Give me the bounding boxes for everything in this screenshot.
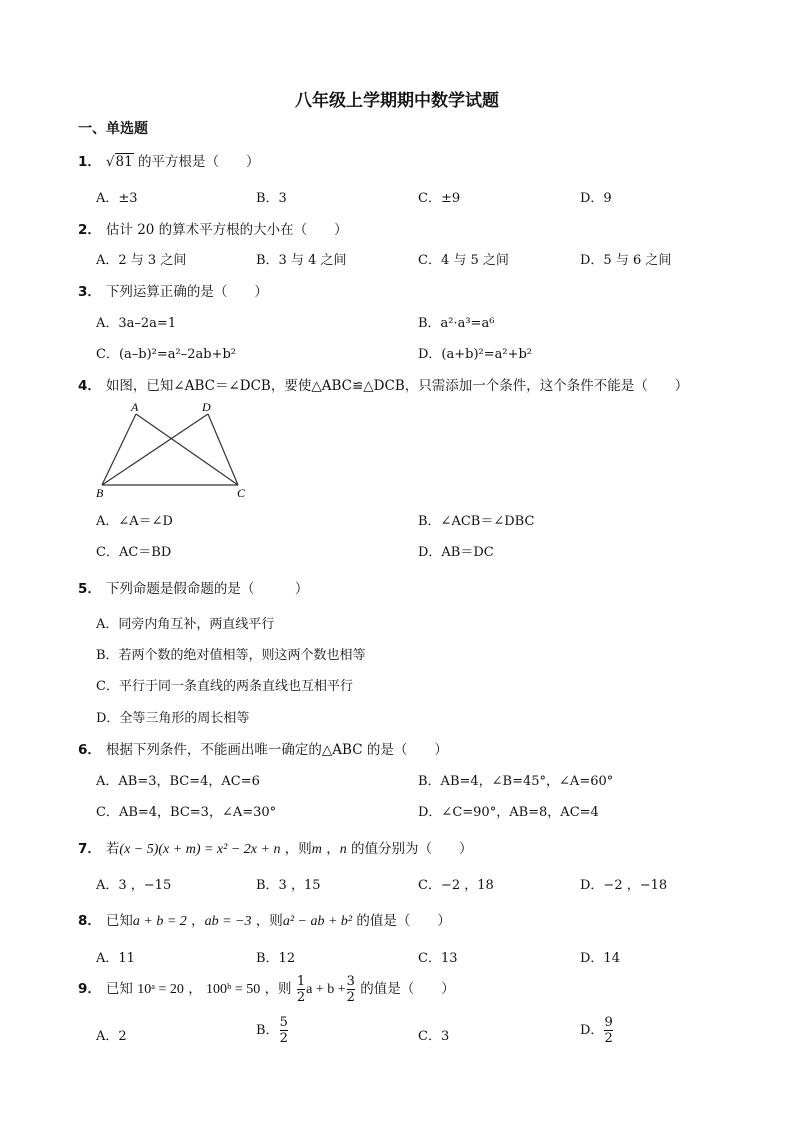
- question-text: 下列运算正确的是（ ）: [105, 284, 268, 300]
- question-number: 5．: [78, 581, 101, 597]
- section-heading: 一、单选题: [78, 121, 148, 137]
- option-d[interactable]: D．5 与 6 之间: [580, 253, 672, 268]
- question-number: 2．: [78, 222, 101, 238]
- fraction-three-halves: $\frac{3}{2}$: [346, 974, 355, 1005]
- question-number: 9．: [78, 981, 101, 997]
- question-text: 已知: [105, 981, 133, 997]
- question-text: 已知: [105, 913, 133, 929]
- option-b[interactable]: B．∠ACB＝∠DBC: [418, 514, 535, 529]
- label-d: D: [202, 400, 211, 414]
- option-d[interactable]: D．(a+b)²=a²+b²: [418, 347, 533, 362]
- question-text: 下列命题是假命题的是（ ）: [105, 581, 309, 597]
- question-number: 7．: [78, 841, 101, 857]
- question-1: [78, 150, 260, 170]
- page-title: 八年级上学期期中数学试题: [295, 91, 499, 111]
- question-7: [78, 837, 472, 858]
- question-8: [78, 909, 451, 930]
- triangle-figure: [92, 398, 257, 502]
- segment-ab: [102, 414, 136, 485]
- expression: a² − ab + b²: [282, 914, 353, 929]
- equation-2: ab = −3: [204, 914, 252, 929]
- option-b[interactable]: B．3: [256, 191, 287, 206]
- question-text-end: 的值是（ ）: [356, 913, 451, 929]
- option-d[interactable]: D．全等三角形的周长相等: [96, 711, 250, 726]
- question-text: 若: [105, 841, 120, 857]
- variable-n: n: [339, 842, 347, 857]
- option-a[interactable]: A．2 与 3 之间: [96, 253, 187, 268]
- equation-1: a + b = 2: [132, 914, 187, 929]
- equation-2: 100ᵇ = 50: [206, 982, 261, 997]
- option-a[interactable]: A．3 ，−15: [96, 878, 172, 893]
- equation: (x − 5)(x + m) = x² − 2x + n: [119, 842, 281, 857]
- equation-1: 10ᵃ = 20: [137, 982, 184, 997]
- question-number: 4．: [78, 378, 101, 394]
- option-c[interactable]: C．13: [418, 951, 458, 966]
- question-text: 的平方根是（ ）: [138, 154, 260, 170]
- question-text-end: 的值是（ ）: [360, 981, 455, 997]
- option-a[interactable]: A．2: [96, 1029, 127, 1044]
- question-text-connector: ，则: [284, 841, 312, 857]
- option-a[interactable]: A．同旁内角互补，两直线平行: [96, 617, 275, 632]
- question-4: [78, 374, 688, 394]
- option-c[interactable]: C．4 与 5 之间: [418, 253, 509, 268]
- question-text-end: 的值分别为（ ）: [350, 841, 473, 857]
- segment-db: [102, 414, 208, 485]
- option-a[interactable]: A．3a–2a=1: [96, 316, 177, 331]
- option-b[interactable]: [256, 1015, 289, 1046]
- question-text: 如图，已知∠ABC＝∠DCB，要使△ABC≌△DCB，只需添加一个条件，这个条件不能是（ ）: [105, 378, 689, 394]
- question-text-connector: ，则: [264, 981, 292, 997]
- variable-m: m: [311, 842, 322, 857]
- option-b[interactable]: B．3 ，15: [256, 878, 321, 893]
- question-text: 根据下列条件，不能画出唯一确定的△ABC 的是（ ）: [105, 742, 448, 758]
- option-a[interactable]: A．AB=3，BC=4，AC=6: [96, 774, 260, 789]
- sqrt-symbol: √81: [105, 154, 133, 170]
- option-label: B．: [256, 1023, 279, 1038]
- question-number: 1．: [78, 154, 101, 170]
- question-number: 3．: [78, 284, 101, 300]
- option-a[interactable]: A．∠A＝∠D: [96, 514, 173, 529]
- option-c[interactable]: C．3: [418, 1029, 450, 1044]
- question-text: 估计 20 的算术平方根的大小在（ ）: [105, 222, 348, 238]
- option-b[interactable]: B．12: [256, 951, 296, 966]
- option-b[interactable]: B．a²·a³=a⁶: [418, 316, 495, 331]
- option-b[interactable]: B．AB=4，∠B=45°，∠A=60°: [418, 774, 614, 789]
- option-d[interactable]: D．AB＝DC: [418, 545, 494, 560]
- separator: ，: [188, 981, 202, 997]
- fraction-nine-halves: $\frac{9}{2}$: [604, 1015, 613, 1046]
- option-b[interactable]: B．3 与 4 之间: [256, 253, 347, 268]
- option-c[interactable]: C．AB=4，BC=3，∠A=30°: [96, 805, 277, 820]
- label-c: C: [237, 486, 246, 500]
- option-c[interactable]: C．−2 ，18: [418, 878, 494, 893]
- option-c[interactable]: C．(a–b)²=a²–2ab+b²: [96, 347, 236, 362]
- option-b[interactable]: B．若两个数的绝对值相等，则这两个数也相等: [96, 648, 366, 663]
- option-d[interactable]: D．9: [580, 191, 612, 206]
- option-c[interactable]: C．平行于同一条直线的两条直线也互相平行: [96, 679, 353, 694]
- option-d[interactable]: D．−2 ，−18: [580, 878, 668, 893]
- question-number: 6．: [78, 742, 101, 758]
- question-number: 8．: [78, 913, 101, 929]
- option-c[interactable]: C．AC＝BD: [96, 545, 172, 560]
- separator: ，: [326, 841, 340, 857]
- question-9: [78, 974, 455, 1005]
- option-d[interactable]: D．14: [580, 951, 620, 966]
- question-5: [78, 577, 308, 597]
- question-text-connector: ，则: [255, 913, 283, 929]
- fraction-five-halves: $\frac{5}{2}$: [279, 1015, 288, 1046]
- expression: a + b +: [306, 982, 346, 997]
- option-c[interactable]: C．±9: [418, 191, 461, 206]
- question-2: [78, 218, 348, 238]
- fraction-one-half: $\frac{1}{2}$: [296, 974, 306, 1005]
- separator: ，: [191, 913, 205, 929]
- label-a: A: [131, 400, 139, 414]
- question-3: [78, 280, 268, 300]
- option-d[interactable]: D．∠C=90°，AB=8，AC=4: [418, 805, 599, 820]
- option-a[interactable]: A．±3: [96, 191, 138, 206]
- question-6: [78, 738, 448, 758]
- option-d[interactable]: [580, 1015, 614, 1046]
- option-label: D．: [580, 1023, 604, 1038]
- label-b: B: [96, 486, 104, 500]
- option-a[interactable]: A．11: [96, 951, 135, 966]
